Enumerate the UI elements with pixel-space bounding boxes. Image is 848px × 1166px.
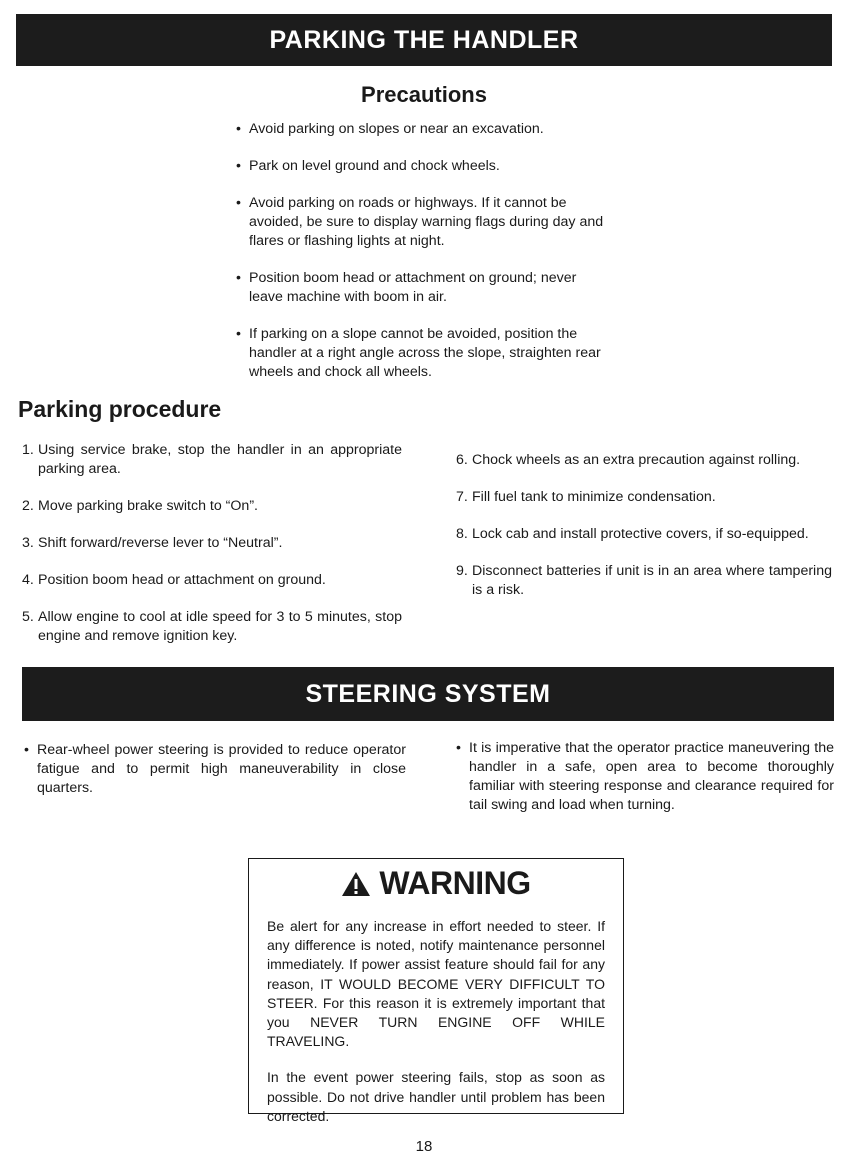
list-item [236,325,612,382]
warning-triangle-icon [341,871,371,897]
list-item [456,488,832,507]
warning-body [267,917,605,1143]
list-item [22,441,402,479]
list-item [456,739,834,815]
list-item [24,741,406,798]
page-number: 18 [415,1138,433,1155]
list-item [236,194,612,251]
procedure-steps-left [22,441,402,664]
list-item-text: Avoid parking on roads or highways. If it cannot be avoided, be sure to display warning flags during day and flares or flashing lights at night. [249,195,604,249]
warning-box [248,858,624,1124]
bullet-icon: • [24,742,29,758]
list-item-text: Position boom head or attachment on ground; never leave machine with boom in air. [249,270,577,305]
list-item [22,571,402,590]
steering-banner-title: STEERING SYSTEM [305,679,551,708]
warning-paragraph: Be alert for any increase in effort needed to steer. If any difference is noted, notify maintenance personnel immediately. If power assist feature should fail for any reason, IT WOULD BECOME VERY DIFFICULT TO STEER. For this reason it is extremely important that you NEVER TURN ENGINE OFF WHILE TRAVELING. [267,918,605,1050]
step-number: 8. [456,526,468,542]
step-number: 9. [456,563,468,579]
list-item [456,562,832,600]
list-item-text: Rear-wheel power steering is provided to reduce operator fatigue and to permit high maneuverability in close quarters. [37,742,406,796]
bullet-icon: • [456,740,461,756]
step-number: 5. [22,609,34,625]
list-item [236,120,612,139]
bullet-icon: • [236,195,241,211]
list-item-text: Avoid parking on slopes or near an excavation. [249,121,544,137]
step-number: 4. [22,572,34,588]
step-text: Chock wheels as an extra precaution against rolling. [472,452,801,468]
warning-title-text: WARNING [379,865,531,901]
step-number: 2. [22,498,34,514]
precautions-list [236,120,612,400]
step-text: Position boom head or attachment on ground. [38,572,326,588]
step-text: Disconnect batteries if unit is in an area where tampering is a risk. [472,563,832,598]
steering-right-column [456,739,834,833]
step-number: 3. [22,535,34,551]
warning-title [249,865,623,902]
step-text: Move parking brake switch to “On”. [38,498,258,514]
list-item [236,157,612,176]
warning-paragraph: In the event power steering fails, stop as soon as possible. Do not drive handler until problem has been corrected. [267,1069,605,1124]
step-number: 7. [456,489,468,505]
bullet-icon: • [236,121,241,137]
list-item [22,497,402,516]
step-text: Using service brake, stop the handler in an appropriate parking area. [38,442,402,477]
step-number: 6. [456,452,468,468]
list-item [22,534,402,553]
step-text: Shift forward/reverse lever to “Neutral”. [38,535,283,551]
precautions-heading: Precautions [361,82,487,107]
bullet-icon: • [236,270,241,286]
list-item [22,608,402,646]
steering-left-column [24,741,406,816]
parking-section-banner [16,14,832,66]
list-item-text: Park on level ground and chock wheels. [249,158,500,174]
steering-section-banner [22,667,834,721]
step-text: Allow engine to cool at idle speed for 3 to 5 minutes, stop engine and remove ignition key. [38,609,402,644]
parking-procedure-heading: Parking procedure [18,396,222,422]
list-item-text: If parking on a slope cannot be avoided, position the handler at a right angle across the slope, straighten rear wheels and chock all wheels. [249,326,601,380]
list-item-text: It is imperative that the operator practice maneuvering the handler in a safe, open area to become thoroughly familiar with steering response and clearance required for tail swing and load when turning. [469,740,834,813]
step-number: 1. [22,442,34,458]
step-text: Fill fuel tank to minimize condensation. [472,489,716,505]
procedure-steps-right [456,451,832,618]
list-item [456,525,832,544]
step-text: Lock cab and install protective covers, if so-equipped. [472,526,809,542]
bullet-icon: • [236,158,241,174]
bullet-icon: • [236,326,241,342]
list-item [456,451,832,470]
list-item [236,269,612,307]
parking-banner-title: PARKING THE HANDLER [269,25,579,54]
